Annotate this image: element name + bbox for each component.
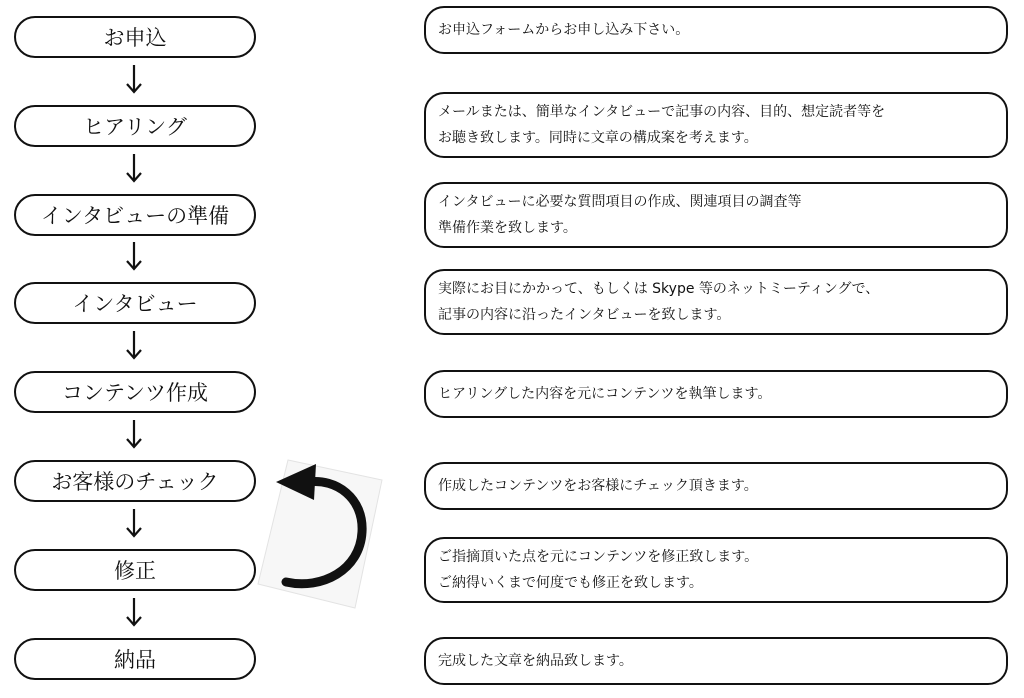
desc-client-check — [424, 462, 1008, 510]
desc-line: メールまたは、簡単なインタビューで記事の内容、目的、想定読者等を — [438, 104, 886, 120]
desc-interview-prep — [424, 182, 1008, 248]
desc-line: 実際にお目にかかって、もしくは Skype 等のネットミーティングで、 — [438, 281, 880, 297]
desc-hearing — [424, 92, 1008, 158]
step-interview-prep: インタビューの準備 — [14, 194, 256, 236]
desc-line: ヒアリングした内容を元にコンテンツを執筆します。 — [438, 386, 772, 402]
step-content-creation: コンテンツ作成 — [14, 371, 256, 413]
desc-application — [424, 6, 1008, 54]
desc-line: 記事の内容に沿ったインタビューを致します。 — [438, 307, 731, 323]
desc-line: お申込フォームからお申し込み下さい。 — [438, 22, 690, 38]
desc-delivery — [424, 637, 1008, 685]
step-hearing: ヒアリング — [14, 105, 256, 147]
step-interview: インタビュー — [14, 282, 256, 324]
down-arrow-icon — [124, 329, 144, 361]
step-application: お申込 — [14, 16, 256, 58]
desc-line: ご納得いくまで何度でも修正を致します。 — [438, 575, 703, 591]
down-arrow-icon — [124, 63, 144, 95]
step-client-check: お客様のチェック — [14, 460, 256, 502]
down-arrow-icon — [124, 240, 144, 272]
down-arrow-icon — [124, 596, 144, 628]
down-arrow-icon — [124, 152, 144, 184]
down-arrow-icon — [124, 507, 144, 539]
desc-line: 完成した文章を納品致します。 — [438, 653, 633, 669]
down-arrow-icon — [124, 418, 144, 450]
desc-line: 作成したコンテンツをお客様にチェック頂きます。 — [438, 478, 758, 494]
desc-line: お聴き致します。同時に文章の構成案を考えます。 — [438, 130, 758, 146]
desc-line: 準備作業を致します。 — [438, 220, 577, 236]
desc-content-creation — [424, 370, 1008, 418]
loop-back-arrow-icon — [250, 452, 390, 612]
desc-revision — [424, 537, 1008, 603]
desc-line: インタビューに必要な質問項目の作成、関連項目の調査等 — [438, 194, 802, 210]
desc-interview — [424, 269, 1008, 335]
desc-line: ご指摘頂いた点を元にコンテンツを修正致します。 — [438, 549, 759, 565]
step-revision: 修正 — [14, 549, 256, 591]
step-delivery: 納品 — [14, 638, 256, 680]
